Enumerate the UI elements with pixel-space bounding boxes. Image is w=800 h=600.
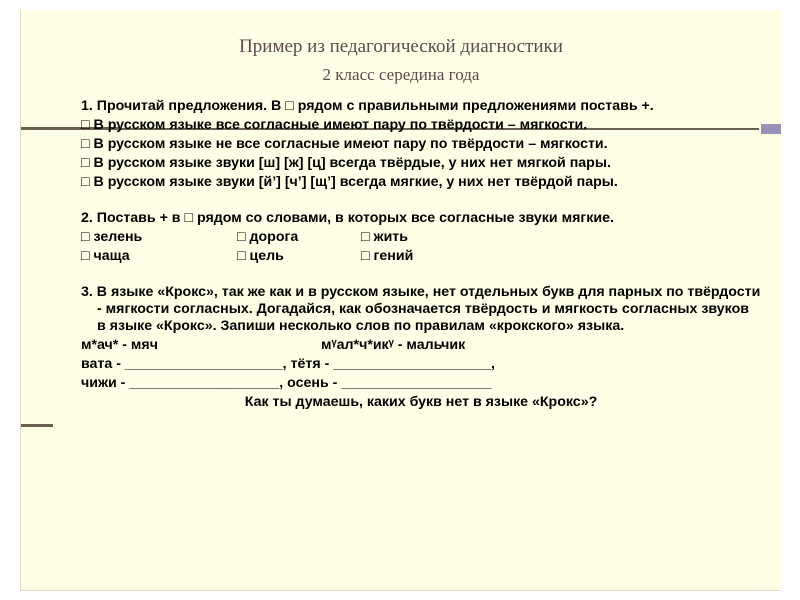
task1-instruction: 1. Прочитай предложения. В □ рядом с правильными предложениями поставь +. — [81, 98, 654, 114]
task3-example-right: мᵞал*ч*икᵞ - мальчик — [321, 337, 466, 353]
task2-word: □ цель — [237, 248, 284, 264]
task2-word: □ гений — [361, 248, 414, 264]
task2-word: □ чаща — [81, 248, 130, 264]
task1-statement: □ В русском языке не все согласные имеют пару по твёрдости – мягкости. — [81, 136, 608, 152]
task3-answer-line: чижи - ___________________, осень - ___________________ — [81, 375, 492, 391]
task2-word-row — [81, 248, 761, 267]
task2-word: □ жить — [361, 229, 408, 245]
task2-word: □ дорога — [237, 229, 299, 245]
slide — [20, 10, 781, 591]
page-subtitle: 2 класс середина года — [322, 65, 480, 84]
spacer — [81, 267, 761, 284]
spacer — [81, 193, 761, 210]
task2-instruction: 2. Поставь + в □ рядом со словами, в которых все согласные звуки мягкие. — [81, 210, 614, 226]
task3-answer-line: вата - ____________________, тётя - ____________________, — [81, 356, 495, 372]
task3-instruction: 3. В языке «Крокс», так же как и в русском языке, нет отдельных букв для парных по твёрдости - мягкости согласных. Догадайся, как обозначается твёрдость и мягкость согласных звуков в языке «Крокс». Запиши несколько слов по правилам «крокского» языка. — [81, 284, 761, 334]
task3-example-left: м*ач* - мяч — [81, 337, 158, 353]
divider-accent — [761, 124, 781, 134]
page-title: Пример из педагогической диагностики — [239, 36, 563, 57]
task2-word-row — [81, 229, 761, 248]
task3-question: Как ты думаешь, каких букв нет в языке «Крокс»? — [244, 394, 598, 410]
divider-side — [21, 424, 53, 427]
task2-word: □ зелень — [81, 229, 143, 245]
task-content — [81, 98, 761, 413]
task1-statement: □ В русском языке звуки [й’] [ч’] [щ’] всегда мягкие, у них нет твёрдой пары. — [81, 174, 618, 190]
task1-statement: □ В русском языке звуки [ш] [ж] [ц] всегда твёрдые, у них нет мягкой пары. — [81, 155, 611, 171]
task1-statement: □ В русском языке все согласные имеют пару по твёрдости – мягкости. — [81, 117, 588, 133]
task3-example-row — [81, 337, 761, 356]
